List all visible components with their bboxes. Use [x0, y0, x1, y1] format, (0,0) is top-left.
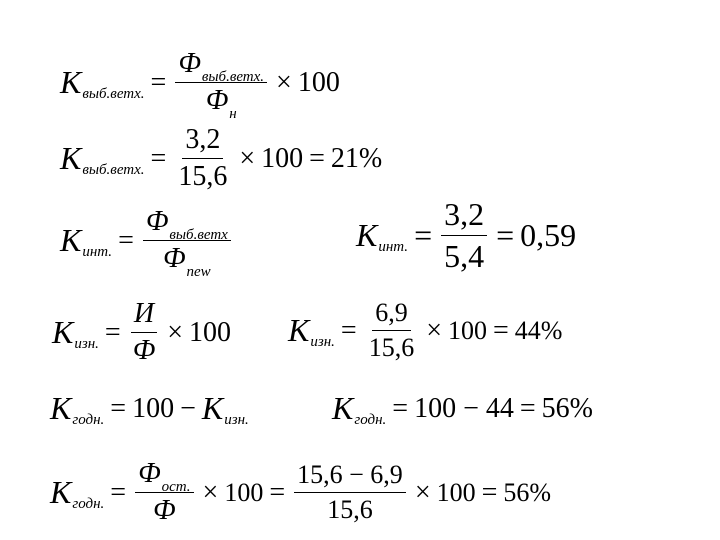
numerator-subscript: выб.ветх.: [201, 69, 265, 85]
numerator: 6,9: [375, 298, 408, 327]
k-symbol: K: [60, 222, 82, 258]
times-sign: ×: [202, 476, 219, 508]
fraction: [175, 124, 230, 193]
result: 21%: [330, 142, 383, 174]
times-sign: ×: [239, 142, 256, 174]
k-subscript: годн.: [72, 496, 105, 512]
fraction-numeric: [294, 460, 406, 525]
equals-sign: =: [150, 66, 167, 98]
fraction: [175, 48, 267, 122]
equals-sign: =: [492, 314, 509, 346]
numerator-subscript: выб.ветх: [169, 227, 228, 243]
fraction: [441, 196, 487, 275]
formula-k-godn-value: [332, 390, 593, 427]
numerator-expression: 15,6 − 6,9: [297, 460, 403, 489]
hundred: 100: [189, 316, 232, 348]
k-symbol: K: [60, 140, 82, 176]
equals-sign: =: [496, 217, 515, 253]
k-symbol: K: [288, 312, 310, 348]
formula-k-izn-value: [288, 298, 562, 363]
equals-sign: =: [392, 392, 409, 424]
k-symbol: K: [60, 64, 82, 100]
k-symbol: K: [356, 217, 378, 253]
expression: 100 − 44: [414, 392, 514, 424]
k-subscript: инт.: [82, 244, 113, 260]
formula-k-vyb-vetkh-value: [60, 124, 382, 193]
equals-sign: =: [118, 224, 134, 256]
result: 44%: [514, 315, 563, 345]
times-sign: ×: [276, 66, 292, 98]
k-izn-symbol: K: [201, 390, 224, 426]
k-subscript: инт.: [378, 239, 409, 255]
formula-k-godn-alt: [50, 458, 551, 527]
formula-k-izn-definition: [52, 298, 231, 367]
phi-denominator: Ф: [162, 243, 186, 274]
result: 0,59: [520, 217, 577, 253]
equals-sign: =: [104, 316, 121, 348]
k-subscript: годн.: [72, 412, 105, 428]
fraction: [135, 458, 193, 527]
equals-sign: =: [110, 392, 127, 424]
k-subscript: изн.: [310, 334, 335, 350]
phi-numerator: Ф: [145, 206, 169, 237]
i-numerator: И: [133, 298, 155, 329]
k-symbol: K: [52, 314, 74, 350]
k-izn-subscript: изн.: [224, 412, 249, 428]
denominator: 15,6: [327, 495, 373, 524]
hundred: 100: [261, 142, 304, 174]
formula-k-godn-definition: [50, 390, 249, 427]
numerator-subscript: ост.: [161, 479, 191, 495]
equals-sign: =: [269, 476, 286, 508]
hundred: 100: [447, 315, 487, 345]
denominator-subscript: н: [229, 106, 237, 122]
k-symbol: K: [50, 390, 72, 426]
times-sign: ×: [414, 476, 431, 508]
phi-denominator: Ф: [132, 335, 156, 366]
result: 56%: [541, 392, 593, 424]
numerator: 3,2: [444, 196, 485, 232]
fraction: [130, 298, 159, 367]
phi-numerator: Ф: [138, 458, 161, 489]
result: 56%: [503, 477, 552, 507]
fraction: [366, 298, 418, 363]
phi-numerator: Ф: [178, 48, 201, 79]
fraction: [143, 206, 231, 280]
denominator: 5,4: [444, 238, 485, 274]
k-symbol: K: [332, 390, 354, 426]
numerator: 3,2: [185, 124, 221, 155]
k-subscript: изн.: [74, 336, 99, 352]
equals-sign: =: [414, 217, 433, 253]
times-sign: ×: [426, 314, 442, 346]
equals-sign: =: [309, 142, 325, 174]
times-sign: ×: [167, 316, 184, 348]
hundred: 100: [132, 392, 175, 424]
k-subscript: выб.ветх.: [82, 86, 145, 102]
k-subscript: выб.ветх.: [82, 162, 145, 178]
denominator: 15,6: [368, 333, 415, 362]
hundred: 100: [436, 477, 476, 507]
phi-denominator: Ф: [153, 495, 176, 526]
equals-sign: =: [110, 476, 127, 508]
formula-k-int-definition: [60, 206, 234, 280]
minus-sign: −: [180, 392, 196, 424]
k-subscript: годн.: [354, 412, 387, 428]
hundred: 100: [224, 477, 264, 507]
k-symbol: K: [50, 474, 72, 510]
formula-k-int-value: [356, 196, 576, 275]
denominator-subscript: new: [186, 264, 211, 280]
equals-sign: =: [481, 476, 498, 508]
phi-denominator: Ф: [205, 85, 229, 116]
hundred: 100: [297, 66, 340, 98]
equals-sign: =: [340, 314, 357, 346]
formula-k-vyb-vetkh-definition: [60, 48, 340, 122]
equals-sign: =: [150, 142, 167, 174]
equals-sign: =: [519, 392, 536, 424]
denominator: 15,6: [178, 161, 228, 192]
